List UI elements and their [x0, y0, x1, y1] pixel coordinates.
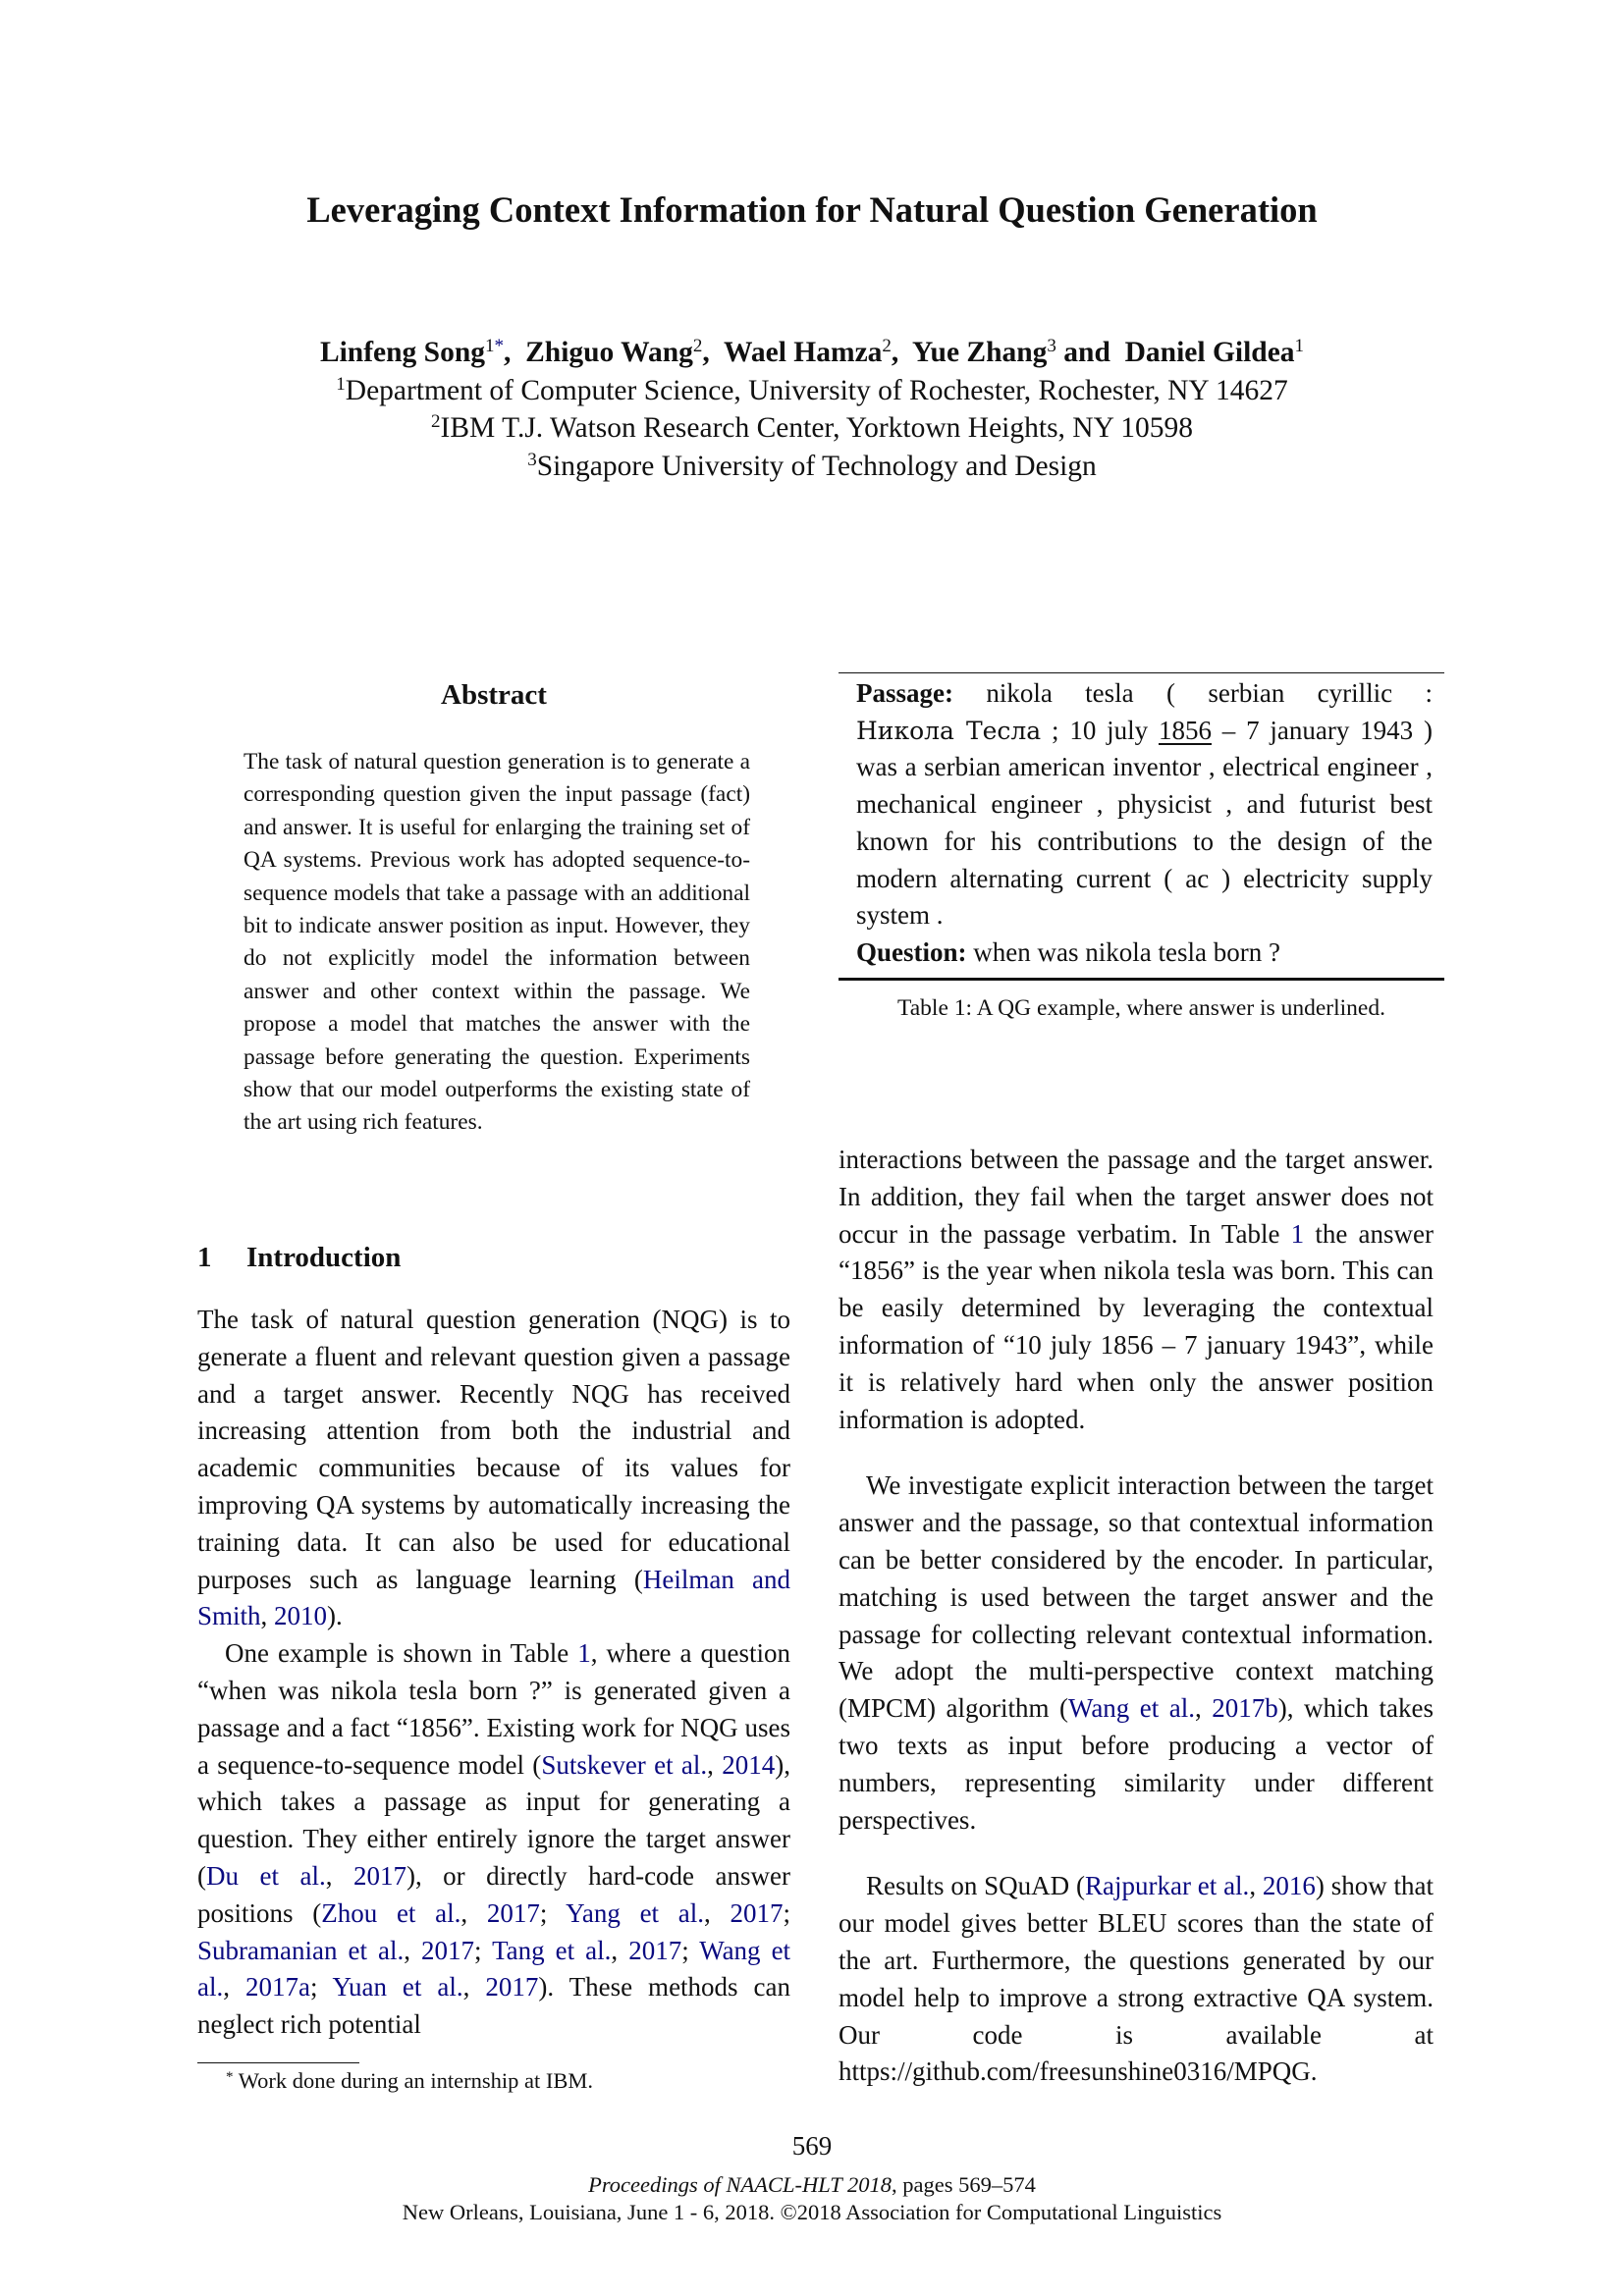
proceedings-title: Proceedings of NAACL-HLT 2018	[588, 2172, 893, 2197]
citation-link[interactable]: 2017	[421, 1935, 475, 1965]
paragraph-text: ) show that our model gives better BLEU scores than the state of the art. Furthermore, the questions generated by our model help to improve a strong extractive QA system. Our code is available at https://github.com/freesunshine0316/MPQG.	[839, 1871, 1435, 2087]
section-number: 1	[197, 1242, 212, 1273]
section-heading-introduction	[197, 1240, 401, 1275]
citation-link[interactable]: 2014	[722, 1749, 776, 1780]
author-block	[0, 334, 1624, 485]
paragraph-text: One example is shown in Table	[225, 1638, 578, 1669]
author-name: Zhiguo Wang	[525, 337, 693, 368]
affiliation-marker: 3	[527, 449, 537, 470]
paragraph-text: ), or directly hard-code answer positions (	[197, 1860, 790, 1928]
author-separator: ,	[891, 337, 906, 368]
affiliation-marker: 2	[882, 336, 892, 356]
citation-link[interactable]: Subramanian et al.	[197, 1935, 405, 1965]
affiliation-line	[0, 409, 1624, 448]
citation-link[interactable]: Yang et al.	[566, 1897, 705, 1928]
table-1	[839, 672, 1444, 981]
affiliation-text: Singapore University of Technology and Design	[536, 450, 1097, 482]
proceedings-line	[0, 2171, 1624, 2199]
author-name: Yue Zhang	[911, 337, 1048, 368]
paragraph-text: , where a question “when was nikola tesla born ?” is generated given a passage and a fact “1856”. Existing work for NQG uses a sequence-to-sequence model (	[197, 1638, 791, 1780]
footnote-text: Work done during an internship at IBM.	[233, 2068, 593, 2093]
paragraph-text: ). These methods can neglect rich potential	[197, 1972, 791, 2040]
citation-link[interactable]	[274, 1601, 327, 1630]
author-separator: and	[1056, 337, 1118, 368]
paper-title: Leveraging Context Information for Natural Question Generation	[306, 189, 1318, 230]
citation-author: Sutskever et al.	[541, 1749, 708, 1780]
affiliation-line	[0, 372, 1624, 410]
abstract-heading: Abstract	[441, 679, 547, 711]
affiliation-text: Department of Computer Science, University of Rochester, Rochester, NY 14627	[345, 374, 1288, 406]
citation-link[interactable]: 2017	[486, 1897, 540, 1928]
table-passage-cell	[839, 673, 1444, 934]
table-caption: Table 1: A QG example, where answer is underlined.	[897, 995, 1385, 1021]
paragraph-text: ), which takes a passage as input for generating a question. They either entirely ignore the target answer (	[197, 1749, 790, 1891]
answer-underlined: 1856	[1158, 715, 1212, 745]
citation-author: Heilman and Smith	[197, 1564, 790, 1631]
citation-link[interactable]: Du et al.	[206, 1860, 326, 1891]
author-list	[0, 334, 1624, 372]
passage-text: – 7 january 1943 ) was a serbian american inventor , electrical engineer , mechanical engineer , physicist , and futurist best known for his contributions to the design of the modern alternating current ( ac ) electricity supply system .	[856, 715, 1433, 931]
author-name: Wael Hamza	[724, 337, 883, 368]
paragraph-text: Results on SQuAD (	[866, 1871, 1085, 1901]
affiliation-marker: 3	[1047, 336, 1056, 356]
citation-link[interactable]: Zhou et al.	[321, 1897, 461, 1928]
passage-label: Passage:	[856, 678, 953, 708]
citation-link[interactable]: Wang et al.	[1068, 1693, 1196, 1724]
citation-link[interactable]: 2017	[628, 1935, 682, 1965]
paragraph	[839, 1142, 1434, 1438]
author-separator: ,	[702, 337, 718, 368]
citation-link[interactable]: 2016	[1262, 1871, 1316, 1901]
paragraph-text: ), which takes two texts as input before producing a vector of numbers, representing similarity under different perspectives.	[839, 1693, 1435, 1835]
question-text: when was nikola tesla born ?	[966, 936, 1280, 967]
paragraph: We investigate explicit interaction between the target answer and the passage, so that contextual information can be better considered by the encoder. In particular, matching is used between the target answer and the passage for collecting relevant contextual information. We adopt the multi-perspective context matching (MPCM) algorithm (Wang et al., 2017b), which takes two texts as input before producing a vector of numbers, representing similarity under different perspectives.	[839, 1470, 1435, 1835]
footnote-link[interactable]: *	[494, 336, 504, 356]
page-number: 569	[791, 2131, 833, 2161]
venue-copyright-line: New Orleans, Louisiana, June 1 - 6, 2018. ©2018 Association for Computational Linguistics	[402, 2200, 1222, 2224]
paragraph: One example is shown in Table 1, where a question “when was nikola tesla born ?” is generated given a passage and a fact “1856”. Existing work for NQG uses a sequence-to-sequence model (Sutskever et al., 2014), which takes a passage as input for generating a question. They either entirely ignore the target answer (Du et al., 2017), or directly hard-code answer positions (Zhou et al., 2017; Yang et al., 2017; Subramanian et al., 2017; Tang et al., 2017; Wang et al., 2017a; Yuan et al., 2017). These methods can neglect rich potential	[197, 1638, 791, 2040]
paragraph-text: the answer “1856” is the year when nikola tesla was born. This can be easily determined by leveraging the contextual information of “10 july 1856 – 7 january 1943”, while it is relatively hard when only the answer position information is adopted.	[839, 1218, 1434, 1434]
affiliation-marker: 2	[692, 336, 703, 356]
paragraph-text: We investigate explicit interaction between the target answer and the passage, so that contextual information can be better considered by the encoder. In particular, matching is used between the target answer and the passage for collecting relevant contextual information. We adopt the multi-perspective context matching (MPCM) algorithm (	[839, 1470, 1434, 1724]
footnote	[226, 2067, 593, 2095]
paragraph-text: The task of natural question generation (NQG) is to generate a fluent and relevant question given a passage and a target answer. Recently NQG has received increasing attention from both the industrial and academic communities because of its values for improving QA systems by automatically increasing the training data. It can also be used for educational purposes such as language learning (	[197, 1305, 790, 1594]
paragraph-text: interactions between the passage and the target answer. In addition, they fail when the target answer does not occur in the passage verbatim. In Table	[839, 1145, 1434, 1249]
citation-link[interactable]	[541, 1750, 707, 1780]
affiliation-line	[0, 448, 1624, 486]
passage-text: nikola tesla ( serbian cyrillic :	[952, 678, 1433, 708]
citation-link[interactable]: 2017	[352, 1860, 406, 1891]
affiliation-marker: 2	[431, 411, 441, 432]
proceedings-pages: , pages 569–574	[892, 2172, 1036, 2197]
passage-text: ; 10 july	[1041, 715, 1159, 745]
citation-link[interactable]: Yuan et al.	[332, 1972, 463, 2002]
passage-cyrillic-text: Никола Тесла	[856, 716, 1042, 745]
paragraph: The task of natural question generation (NQG) is to generate a fluent and relevant question given a passage and a target answer. Recently NQG has received increasing attention from both the industrial and academic communities because of its values for improving QA systems by automatically increasing the training data. It can also be used for educational purposes such as language learning (Heilman and Smith, 2010).	[197, 1305, 790, 1631]
right-column-body	[839, 1142, 1434, 2120]
citation-link[interactable]: 2017b	[1212, 1693, 1278, 1724]
citation-link[interactable]: 2017	[485, 1972, 539, 2002]
paragraph: Results on SQuAD (Rajpurkar et al., 2016) show that our model gives better BLEU scores than the state of the art. Furthermore, the questions generated by our model help to improve a strong extractive QA system. Our code is available at https://github.com/freesunshine0316/MPQG.	[839, 1871, 1435, 2087]
section-title: Introduction	[246, 1242, 402, 1273]
table-reference-link[interactable]: 1	[577, 1638, 591, 1669]
citation-link[interactable]: 2017	[730, 1897, 784, 1928]
author-name: Daniel Gildea	[1124, 337, 1295, 368]
paragraph-text: ).	[327, 1601, 343, 1631]
citation-link[interactable]: Wang et al.	[197, 1935, 791, 2002]
citation-link[interactable]: Tang et al.	[492, 1935, 612, 1965]
author-separator: ,	[503, 337, 518, 368]
affiliation-marker: 1	[484, 336, 495, 356]
table-bottom-rule	[839, 978, 1444, 981]
citation-link[interactable]: Rajpurkar et al.	[1084, 1871, 1250, 1901]
author-name: Linfeng Song	[319, 337, 485, 368]
citation-link[interactable]: 2017a	[244, 1972, 310, 2002]
affiliation-text: IBM T.J. Watson Research Center, Yorktown Heights, NY 10598	[440, 412, 1193, 444]
table-question-cell	[839, 934, 1444, 978]
abstract-text: The task of natural question generation is to generate a corresponding question given the input passage (fact) and answer. It is useful for enlarging the training set of QA systems. Previous work has adopted sequence-to-sequence models that take a passage with an additional bit to indicate answer position as input. However, they do not explicitly model the information between answer and other context within the passage. We propose a model that matches the answer with the passage before generating the question. Experiments show that our model outperforms the existing state of the art using rich features.	[244, 749, 750, 1136]
citation-year: 2010	[274, 1601, 328, 1631]
table-reference-link[interactable]: 1	[1290, 1218, 1305, 1249]
footnote-marker: *	[226, 2069, 234, 2085]
footnote-divider	[197, 2062, 359, 2063]
question-label: Question:	[856, 936, 967, 967]
left-column-body	[197, 1302, 790, 2044]
affiliation-marker: 1	[1294, 336, 1305, 356]
affiliation-marker: 1	[336, 373, 346, 395]
